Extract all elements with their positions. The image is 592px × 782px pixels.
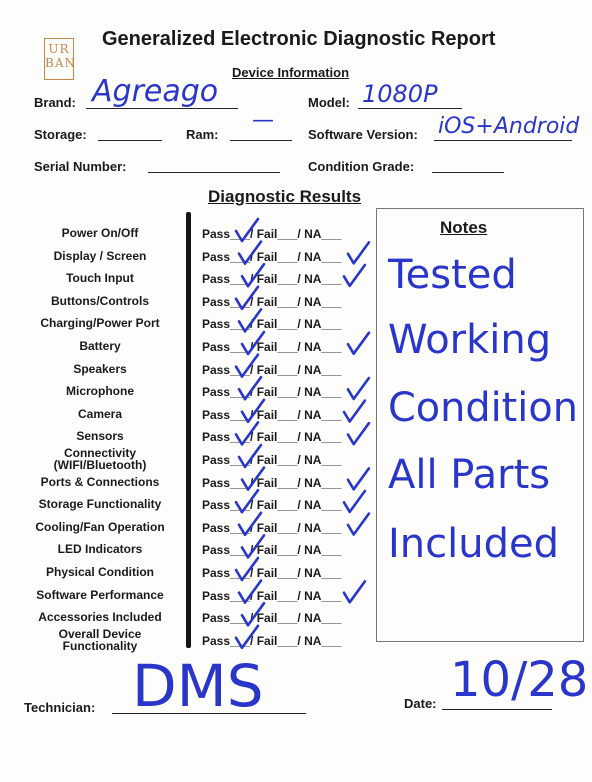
diagnostic-row-options: Pass___/ Fail___/ NA___ <box>202 498 342 513</box>
diagnostic-row-label: LED Indicators <box>57 542 143 557</box>
checkmark-icon <box>236 558 258 580</box>
logo-line-2: BAN <box>45 56 76 70</box>
checkmark-icon <box>242 535 264 557</box>
checkmark-icon <box>239 377 261 399</box>
logo-line-1: UR <box>48 42 70 56</box>
diagnostic-row-label-line-2: Functionality <box>62 638 138 653</box>
diagnostic-row-options: Pass___/ Fail___/ NA___ <box>202 407 342 422</box>
page-title: Generalized Electronic Diagnostic Report <box>102 28 496 50</box>
diagnostic-row-options: Pass___/ Fail___/ NA___ <box>202 543 342 558</box>
checkmark-icon <box>239 309 261 331</box>
checkmark-icon <box>239 513 261 535</box>
diagnostic-row-options: Pass___/ Fail___/ NA___ <box>202 317 342 332</box>
checkmark-icon <box>242 400 264 422</box>
model-label: Model: <box>308 95 350 110</box>
checkmark-icon <box>348 468 369 489</box>
checkmark-icon <box>348 423 369 444</box>
diagnostic-row-label: Cooling/Fan Operation <box>35 519 165 534</box>
diagnostic-row-label: Display / Screen <box>53 248 147 263</box>
condition-grade-label: Condition Grade: <box>308 159 415 174</box>
notes-line-2: Working <box>388 317 552 363</box>
date-value: 10/28 <box>450 652 589 708</box>
notes-line-4: All Parts <box>388 452 551 498</box>
diagnostic-row-label-line-2: (WIFI/Bluetooth) <box>53 458 147 472</box>
brand-value: Agreago <box>92 74 219 109</box>
checkmark-icon <box>348 242 369 263</box>
diagnostic-row-label: Speakers <box>73 361 127 376</box>
model-value: 1080P <box>362 80 438 108</box>
checkmark-icon <box>348 514 369 535</box>
checkmark-icon <box>236 490 258 512</box>
checkmark-icon <box>242 332 264 354</box>
diagnostic-row-options: Pass___/ Fail___/ NA___ <box>202 566 342 580</box>
notes-line-3: Condition <box>388 385 578 431</box>
diagnostic-row-options: Pass___/ Fail___/ NA___ <box>202 633 342 648</box>
diagnostic-row-options: Pass___/ Fail___/ NA___ <box>202 249 342 264</box>
storage-label: Storage: <box>34 127 87 142</box>
checkmark-icon <box>236 355 258 377</box>
diagnostic-row-label: Camera <box>77 406 123 421</box>
notes-heading: Notes <box>440 218 488 237</box>
diagnostic-row-options: Pass___/ Fail___/ NA___ <box>202 520 342 535</box>
diagnostic-row-options: Pass___/ Fail___/ NA___ <box>202 430 342 445</box>
technician-label: Technician: <box>24 700 96 715</box>
diagnostic-row-label: Touch Input <box>66 271 134 286</box>
diagnostic-row-label: Accessories Included <box>38 610 162 625</box>
checkmark-icon <box>236 287 258 309</box>
diagnostic-row-label-line-1: Connectivity <box>63 446 136 460</box>
diagnostic-row-label: Storage Functionality <box>38 497 162 512</box>
diagnostic-row-label: Power On/Off <box>61 226 139 240</box>
ram-value: — <box>252 108 274 133</box>
checkmark-icon <box>348 378 369 399</box>
brand-label: Brand: <box>34 95 76 110</box>
software-version-value: iOS+Android <box>438 114 580 139</box>
technician-value: DMS <box>132 652 264 720</box>
checkmark-icon <box>242 264 264 286</box>
checkmark-icon <box>236 219 258 241</box>
diagnostic-row-options: Pass___/ Fail___/ NA___ <box>202 340 342 354</box>
diagnostic-row-options: Pass___/ Fail___/ NA___ <box>202 227 342 241</box>
checkmark-icon <box>344 491 365 512</box>
notes-line-1: Tested <box>388 252 517 298</box>
checkmark-icon <box>236 422 258 444</box>
diagnostic-row-label: Physical Condition <box>45 565 154 579</box>
checkmark-icon <box>344 581 365 602</box>
diagnostic-row-options: Pass___/ Fail___/ NA___ <box>202 588 342 603</box>
diagnostic-row-options: Pass___/ Fail___/ NA___ <box>202 611 342 626</box>
diagnostic-row-options: Pass___/ Fail___/ NA___ <box>202 453 342 467</box>
device-information-heading: Device Information <box>232 65 350 80</box>
diagnostic-results-heading: Diagnostic Results <box>208 187 362 206</box>
checkmark-icon <box>242 468 264 490</box>
checkmark-icon <box>239 581 261 603</box>
diagnostic-row-options: Pass___/ Fail___/ NA___ <box>202 385 342 400</box>
checkmark-icon <box>239 445 261 467</box>
checkmark-icon <box>239 242 261 264</box>
checkmark-icon <box>242 603 264 625</box>
ram-label: Ram: <box>186 127 219 142</box>
diagnostic-row-label: Microphone <box>66 384 134 399</box>
software-version-label: Software Version: <box>308 127 418 142</box>
diagnostic-row-options: Pass___/ Fail___/ NA___ <box>202 475 342 490</box>
diagnostic-row-options: Pass___/ Fail___/ NA___ <box>202 272 342 287</box>
notes-line-5: Included <box>388 521 559 567</box>
diagnostic-row-label: Buttons/Controls <box>51 293 149 308</box>
diagnostic-row-label-line-1: Overall Device <box>58 626 142 641</box>
diagnostic-row-label: Battery <box>79 339 121 353</box>
serial-number-label: Serial Number: <box>34 159 127 174</box>
diagnostic-row-label: Software Performance <box>36 587 164 602</box>
diagnostic-row-label: Sensors <box>76 429 124 444</box>
diagnostic-row-options: Pass___/ Fail___/ NA___ <box>202 294 342 309</box>
diagnostic-row-options: Pass___/ Fail___/ NA___ <box>202 362 342 377</box>
checkmark-icon <box>236 626 258 648</box>
date-label: Date: <box>404 696 437 711</box>
checkmark-icon <box>344 401 365 422</box>
diagnostic-row-label: Ports & Connections <box>40 474 160 489</box>
checkmark-icon <box>348 333 369 354</box>
diagnostic-row-label: Charging/Power Port <box>40 316 160 331</box>
checkmark-icon <box>344 265 365 286</box>
